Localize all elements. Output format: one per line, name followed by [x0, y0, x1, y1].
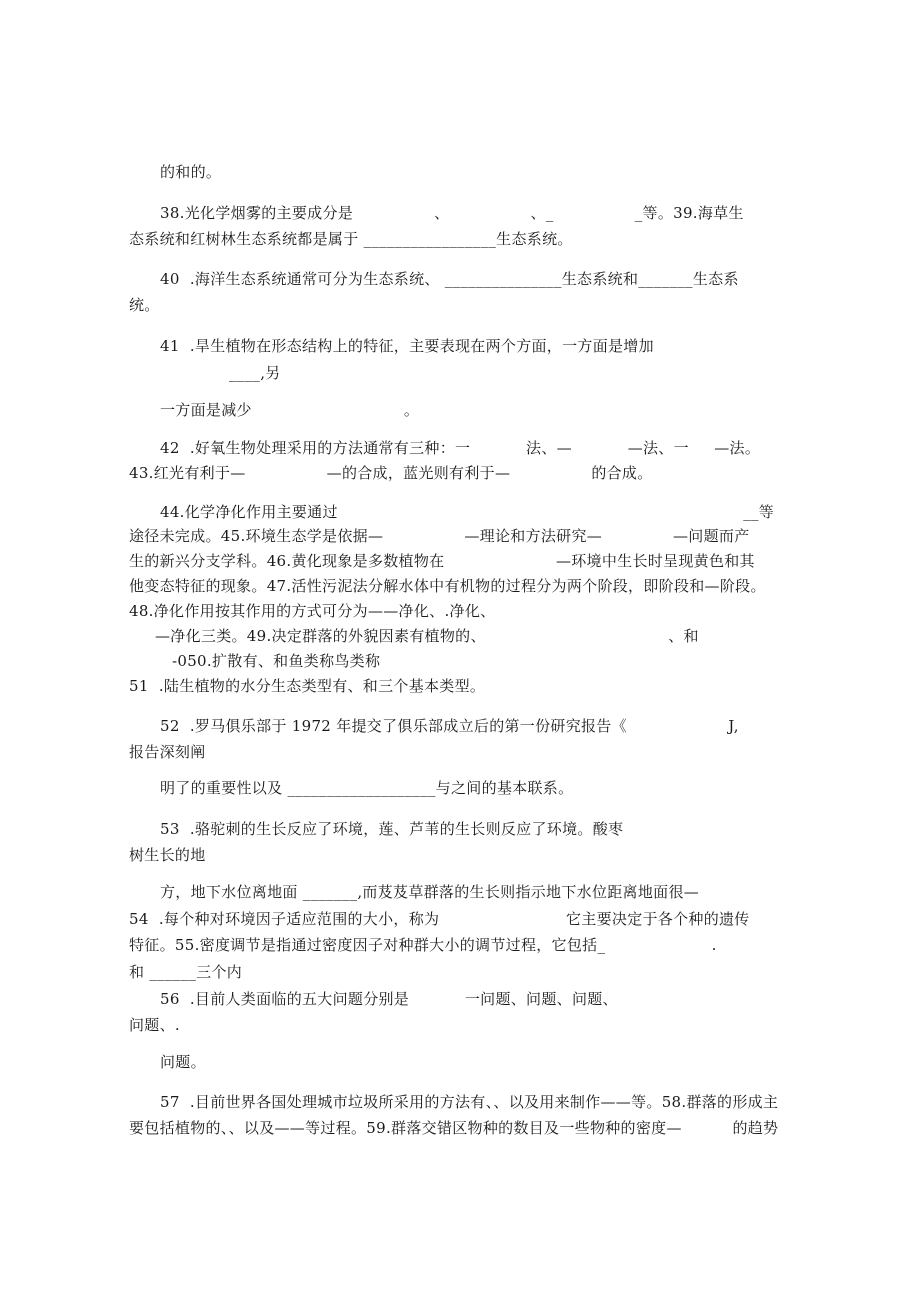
text-line: 53 .骆驼刺的生长反应了环境，莲、芦苇的生长则反应了环境。酸枣 [160, 820, 624, 838]
text-line: 统。 [129, 296, 160, 314]
text-line: 一方面是减少 。 [160, 401, 420, 419]
text-line: ____,另 [229, 364, 281, 382]
text-line: 48.净化作用按其作用的方式可分为——净化、.净化、 [129, 602, 496, 620]
text-line: 41 .旱生植物在形态结构上的特征，主要表现在两个方面，一方面是增加 [160, 337, 654, 355]
text-line: 43.红光有利于— —的合成，蓝光则有利于— 的合成。 [129, 464, 653, 482]
text-line: 和 ______三个内 [129, 963, 243, 981]
text-line: 54 .每个种对环境因子适应范围的大小，称为 它主要决定于各个种的遗传 [129, 910, 750, 928]
text-line: 56 .目前人类面临的五大问题分别是 一问题、问题、问题、 [160, 990, 618, 1008]
text-line: 特征。55.密度调节是指通过密度因子对种群大小的调节过程，它包括_ . [129, 936, 717, 954]
text-line: 生的新兴分支学科。46.黄化现象是多数植物在 —环境中生长时呈现黄色和其 [129, 552, 755, 570]
text-line: -050.扩散有、和鱼类称鸟类称 [172, 652, 381, 670]
text-line: 51 .陆生植物的水分生态类型有、和三个基本类型。 [129, 677, 486, 695]
text-line: 报告深刻阐 [129, 743, 206, 761]
text-line: 方，地下水位离地面 _______,而芨芨草群落的生长则指示地下水位距离地面很— [160, 883, 700, 901]
text-line: 44.化学净化作用主要通过 __等 [160, 503, 775, 521]
text-line: 57 .目前世界各国处理城市垃圾所采用的方法有、、以及用来制作——等。58.群落的形成主 [160, 1093, 779, 1111]
text-line: 的和的。 [160, 163, 222, 181]
text-line: 他变态特征的现象。47.活性污泥法分解水体中有机物的过程分为两个阶段，即阶段和—阶段。 [129, 577, 766, 595]
text-line: 途径未完成。45.环境生态学是依据— —理论和方法研究— —问题而产 [129, 527, 750, 545]
text-line: 40 .海洋生态系统通常可分为生态系统、 _______________生态系统和_______生态系 [160, 270, 739, 288]
text-line: 42 .好氧生物处理采用的方法通常有三种：一 法、— —法、一 —法。 [160, 439, 761, 457]
text-line: 明了的重要性以及 ___________________与之间的基本联系。 [160, 779, 574, 797]
text-line: 问题。 [160, 1053, 206, 1071]
text-line: 要包括植物的、、以及——等过程。59.群落交错区物种的数目及一些物种的密度— 的趋势 [129, 1119, 779, 1137]
text-line: 52 .罗马俱乐部于 1972 年提交了俱乐部成立后的第一份研究报告《 J, [160, 717, 739, 735]
text-line: 38.光化学烟雾的主要成分是 、 、_ _等。39.海草生 [160, 204, 744, 222]
text-line: —净化三类。49.决定群落的外貌因素有植物的、 、和 [155, 627, 699, 645]
text-line: 树生长的地 [129, 846, 206, 864]
text-line: 态系统和红树林生态系统都是属于 _________________生态系统。 [129, 230, 573, 248]
text-line: 问题、. [129, 1016, 180, 1034]
